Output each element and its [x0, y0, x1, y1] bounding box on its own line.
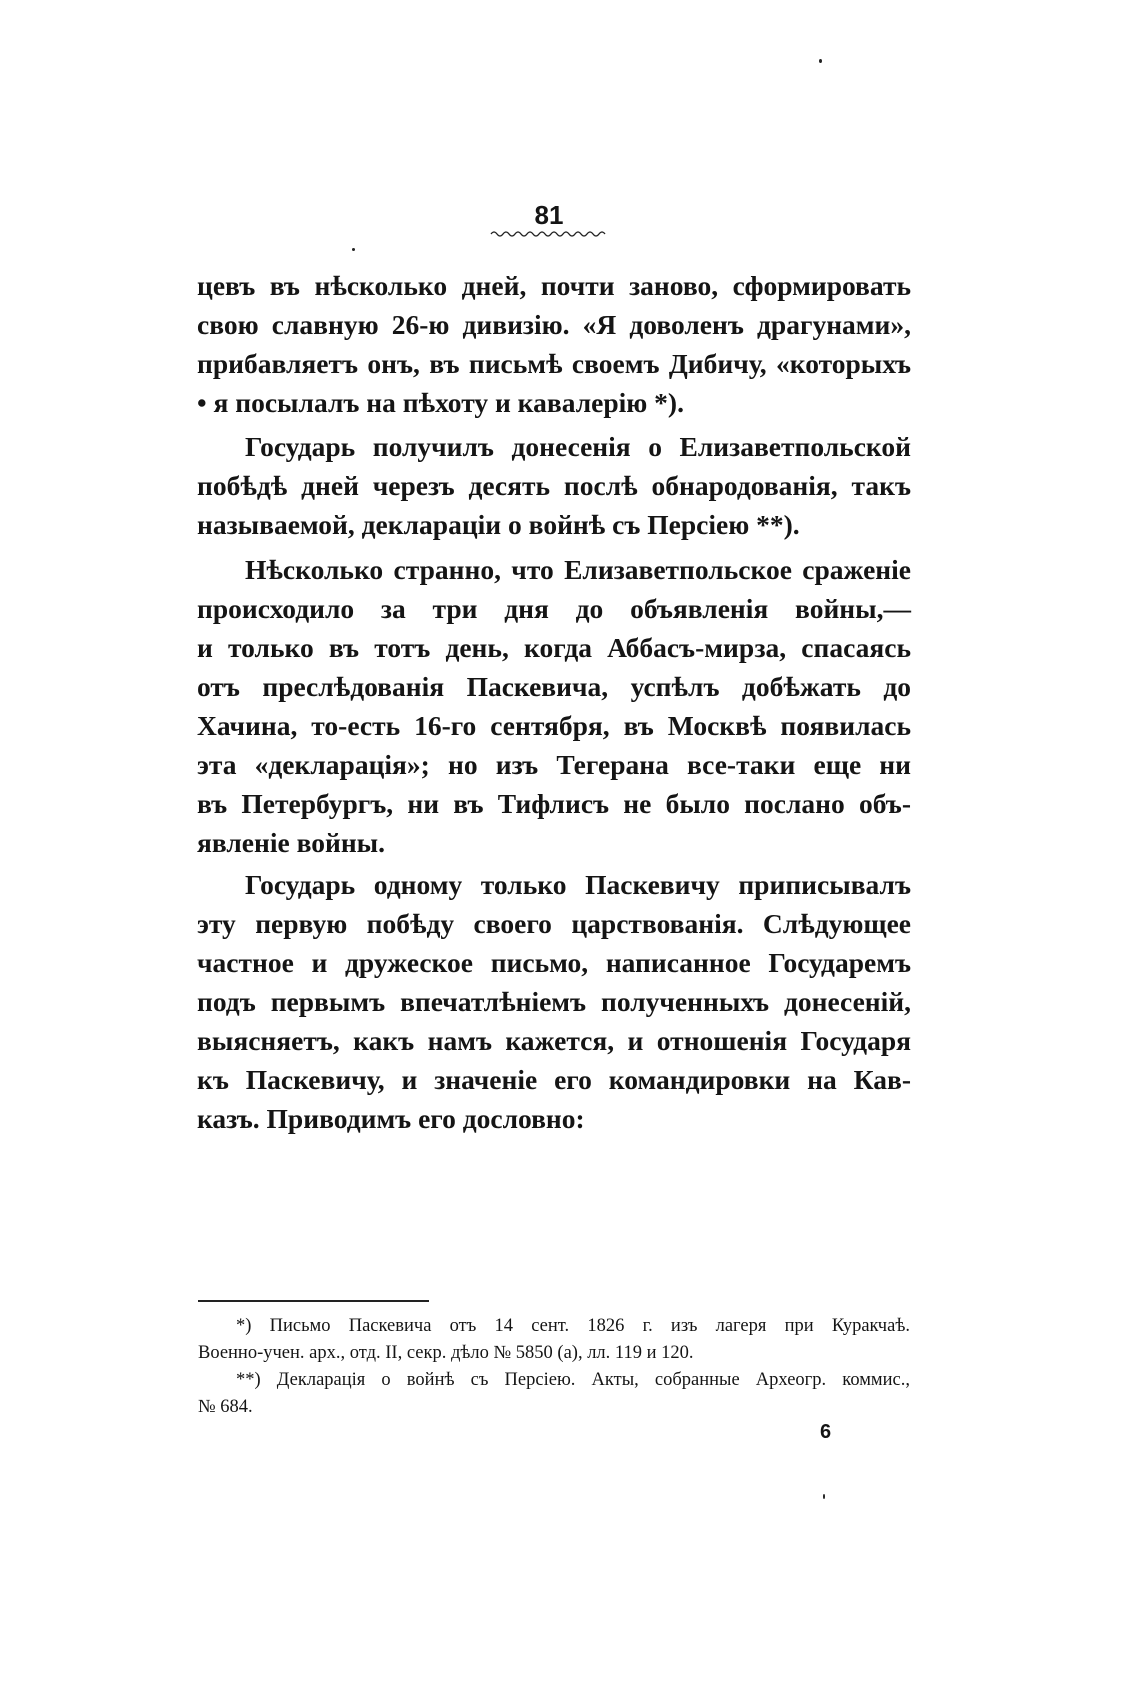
- paragraph-first-line: Государь получилъ донесенія о Елизаветпольской: [245, 431, 911, 462]
- print-speck: [819, 59, 822, 63]
- print-speck: [352, 248, 355, 251]
- text-line: въ Петербургъ, ни въ Тифлисъ не было послано объ-: [197, 788, 911, 819]
- wavy-ornament-rule: [489, 229, 609, 239]
- text-line: происходило за три дня до объявленія войны,—: [197, 593, 911, 624]
- text-line: отъ преслѣдованія Паскевича, успѣлъ добѣжать до: [197, 671, 911, 702]
- text-line: прибавляетъ онъ, въ письмѣ своемъ Дибичу, «которыхъ: [197, 348, 911, 379]
- text-line: частное и дружеское письмо, написанное Государемъ: [197, 947, 911, 978]
- footnotes: [198, 1313, 910, 1421]
- footnote-line: **) Декларація о войнѣ съ Персіею. Акты, собранные Археогр. коммис.,: [236, 1370, 910, 1390]
- text-line: называемой, деклараціи о войнѣ съ Персіею **).: [197, 509, 800, 540]
- text-line: подъ первымъ впечатлѣніемъ полученныхъ донесеній,: [197, 986, 911, 1017]
- main-text: [197, 266, 911, 1138]
- text-line: эта «декларація»; но изъ Тегерана все-таки еще ни: [197, 749, 911, 780]
- text-line: къ Паскевичу, и значеніе его командировки на Кав-: [197, 1064, 911, 1095]
- text-line: и только въ тотъ день, когда Аббасъ-мирза, спасаясь: [197, 632, 911, 663]
- footnote-separator: [198, 1300, 429, 1302]
- text-line: свою славную 26-ю дивизію. «Я доволенъ драгунами»,: [197, 309, 911, 340]
- text-line: • я посылалъ на пѣхоту и кавалерію *).: [197, 387, 684, 418]
- page-header: [489, 201, 609, 239]
- paragraph-first-line: Государь одному только Паскевичу приписывалъ: [245, 869, 911, 900]
- page-number: 81: [534, 200, 564, 230]
- footnote-line: *) Письмо Паскевича отъ 14 сент. 1826 г. изъ лагеря при Куракчаѣ.: [236, 1316, 910, 1336]
- text-line: Хачина, то-есть 16-го сентября, въ Москвѣ появилась: [197, 710, 911, 741]
- text-line: побѣдѣ дней черезъ десять послѣ обнародованія, такъ: [197, 470, 911, 501]
- text-line: казъ. Приводимъ его дословно:: [197, 1103, 585, 1134]
- text-line: цевъ въ нѣсколько дней, почти заново, сформировать: [197, 270, 911, 301]
- text-line: явленіе войны.: [197, 827, 386, 858]
- text-line: выясняетъ, какъ намъ кажется, и отношенія Государя: [197, 1025, 911, 1056]
- paragraph-first-line: Нѣсколько странно, что Елизаветпольское сраженіе: [245, 554, 911, 585]
- print-speck: [823, 1494, 825, 1499]
- footnote-line: № 684.: [198, 1397, 253, 1417]
- footnote-line: Военно-учен. арх., отд. II, секр. дѣло № 5850 (а), лл. 119 и 120.: [198, 1343, 694, 1363]
- signature-mark: 6: [820, 1421, 832, 1443]
- text-line: эту первую побѣду своего царствованія. Слѣдующее: [197, 908, 911, 939]
